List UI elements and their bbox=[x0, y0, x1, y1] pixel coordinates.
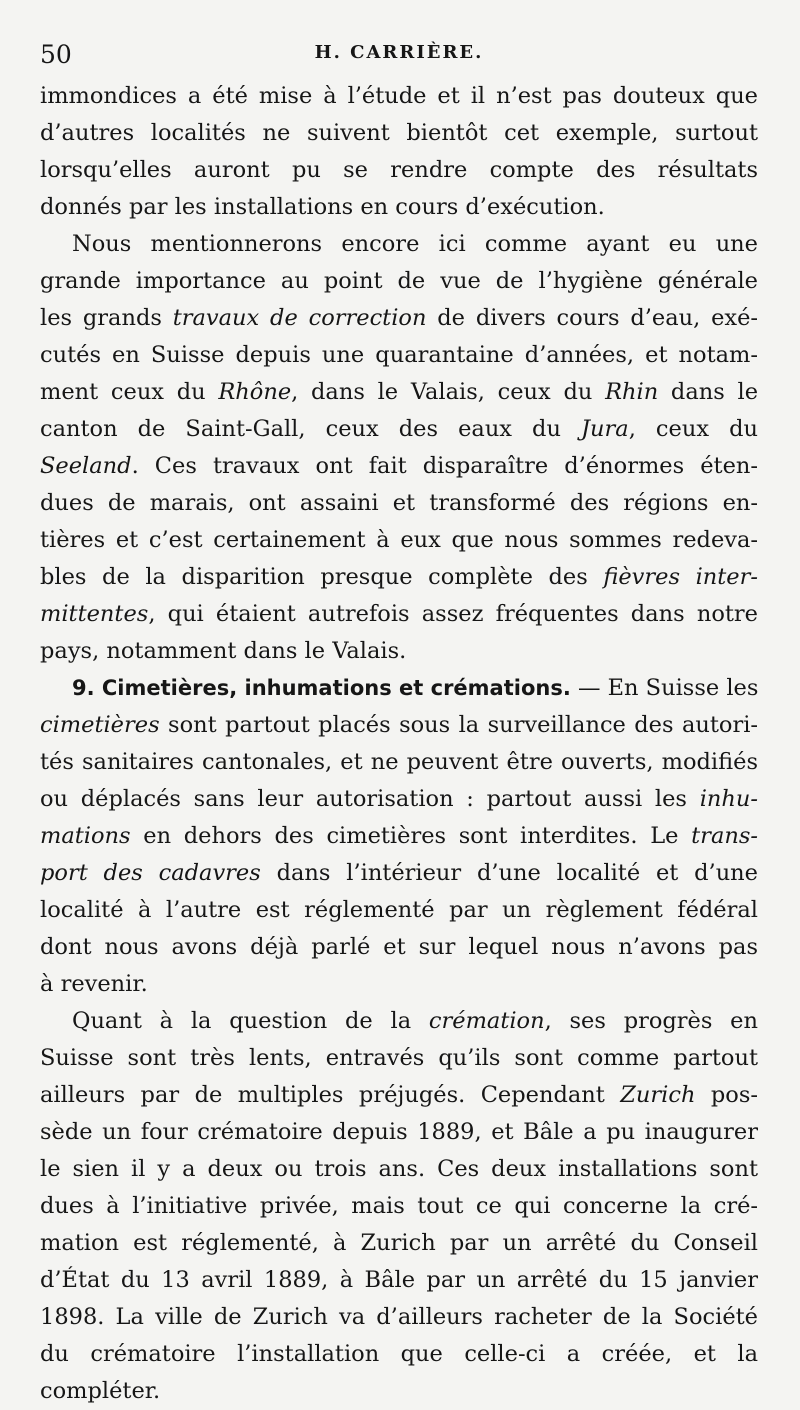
text-line: 1898. La ville de Zurich va d’ailleurs racheter de la Société bbox=[40, 1304, 758, 1330]
text-line: ment ceux du Rhône, dans le Valais, ceux du Rhin dans le bbox=[40, 379, 759, 405]
text-line: sède un four crématoire depuis 1889, et Bâle a pu inaugurer bbox=[40, 1119, 758, 1145]
text-line: immondices a été mise à l’étude et il n’est pas douteux que bbox=[40, 83, 758, 109]
text-line: du crématoire l’installation que celle-ci a créée, et la bbox=[40, 1341, 758, 1367]
text-line: Nous mentionnerons encore ici comme ayant eu une bbox=[72, 231, 758, 257]
text-line: grande importance au point de vue de l’hygiène générale bbox=[40, 268, 758, 294]
text-line: dues à l’initiative privée, mais tout ce qui concerne la cré- bbox=[40, 1193, 758, 1219]
text-line: mation est réglementé, à Zurich par un arrêté du Conseil bbox=[40, 1230, 758, 1256]
text-line: pays, notamment dans le Valais. bbox=[40, 638, 407, 664]
text-line: bles de la disparition presque complète des fièvres inter- bbox=[40, 564, 758, 590]
running-title: H. CARRIÈRE. bbox=[314, 42, 484, 63]
text-line: ailleurs par de multiples préjugés. Cependant Zurich pos- bbox=[40, 1082, 758, 1108]
text-line: les grands travaux de correction de divers cours d’eau, exé- bbox=[40, 305, 758, 331]
text-line: à revenir. bbox=[40, 971, 148, 997]
page-number: 50 bbox=[40, 40, 72, 69]
text-line: d’État du 13 avril 1889, à Bâle par un arrêté du 15 janvier bbox=[40, 1267, 758, 1293]
text-line: cimetières sont partout placés sous la surveillance des autori- bbox=[40, 712, 758, 738]
text-line: mations en dehors des cimetières sont interdites. Le trans- bbox=[40, 823, 758, 849]
text-line: tières et c’est certainement à eux que nous sommes redeva- bbox=[40, 527, 758, 553]
text-line: localité à l’autre est réglementé par un règlement fédéral bbox=[40, 897, 758, 923]
text-line: mittentes, qui étaient autrefois assez fréquentes dans notre bbox=[40, 601, 758, 627]
text-line: tés sanitaires cantonales, et ne peuvent être ouverts, modifiés bbox=[40, 749, 758, 775]
text-line: Seeland. Ces travaux ont fait disparaître d’énormes éten- bbox=[40, 453, 758, 479]
text-line: Suisse sont très lents, entravés qu’ils sont comme partout bbox=[40, 1045, 758, 1071]
section-heading-line: 9. Cimetières, inhumations et crémations. — En Suisse les bbox=[72, 675, 759, 701]
text-line: dues de marais, ont assaini et transformé des régions en- bbox=[40, 490, 758, 516]
text-line: port des cadavres dans l’intérieur d’une localité et d’une bbox=[40, 860, 758, 886]
text-line: donnés par les installations en cours d’exécution. bbox=[40, 194, 605, 220]
text-line: d’autres localités ne suivent bientôt cet exemple, surtout bbox=[40, 120, 758, 146]
text-line: compléter. bbox=[40, 1378, 161, 1404]
text-line: le sien il y a deux ou trois ans. Ces deux installations sont bbox=[40, 1156, 758, 1182]
text-line: Quant à la question de la crémation, ses progrès en bbox=[72, 1008, 758, 1034]
text-line: lorsqu’elles auront pu se rendre compte des résultats bbox=[40, 157, 758, 183]
text-line: cutés en Suisse depuis une quarantaine d’années, et notam- bbox=[40, 342, 758, 368]
body-text bbox=[40, 78, 758, 1410]
text-line: dont nous avons déjà parlé et sur lequel nous n’avons pas bbox=[40, 934, 758, 960]
text-line: canton de Saint-Gall, ceux des eaux du Jura, ceux du bbox=[40, 416, 758, 442]
text-line: ou déplacés sans leur autorisation : partout aussi les inhu- bbox=[40, 786, 758, 812]
running-head bbox=[40, 34, 758, 78]
